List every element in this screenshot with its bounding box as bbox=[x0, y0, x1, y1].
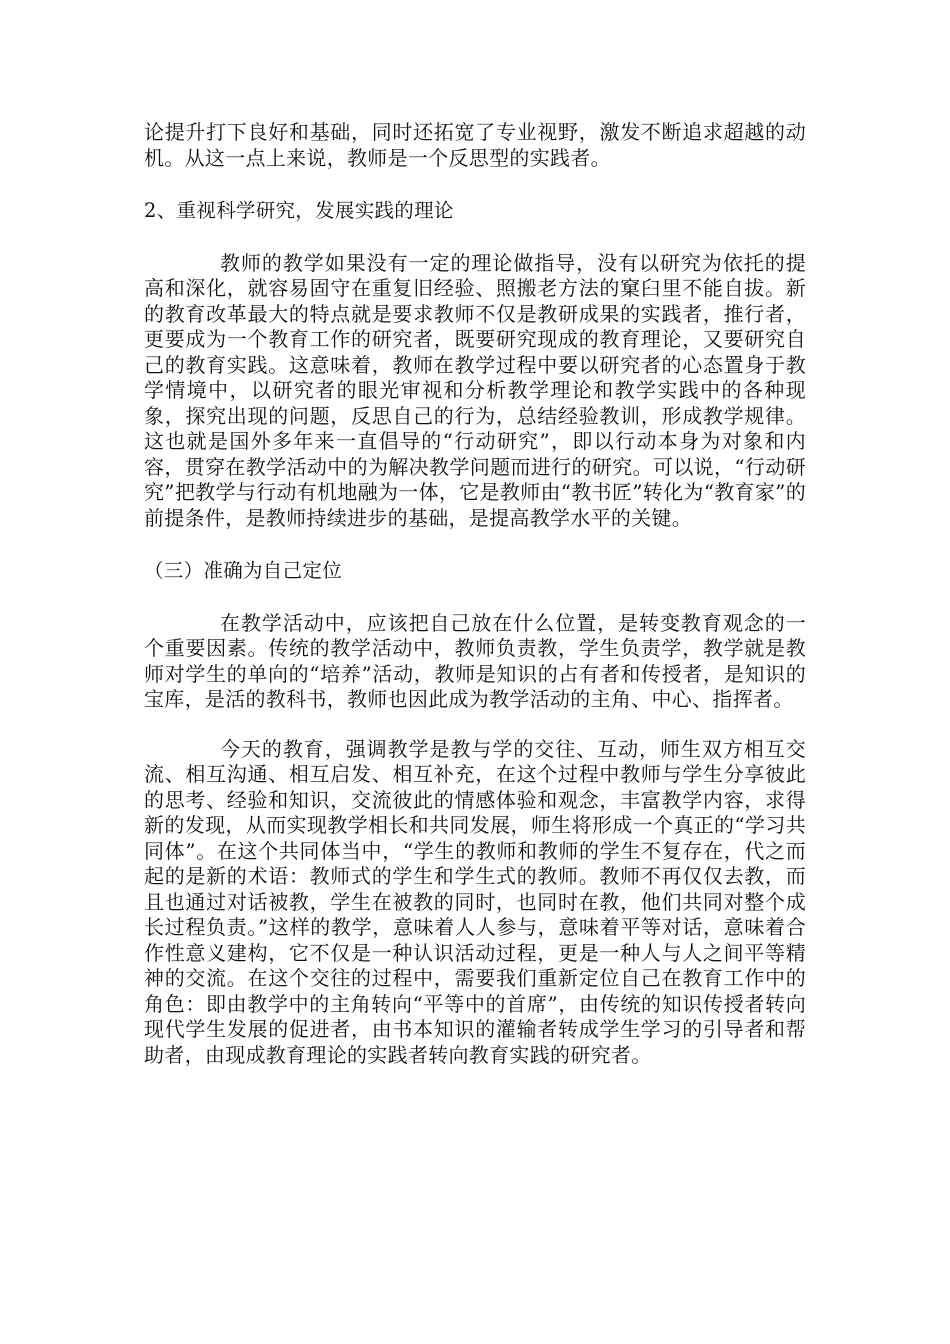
paragraph-today-education: 今天的教育，强调教学是教与学的交往、互动，师生双方相互交流、相互沟通、相互启发、相互补充，在这个过程中教师与学生分享彼此的思考、经验和知识，交流彼此的情感体验和观念，丰富教学内容，求得新的发现，从而实现教学相长和共同发展，师生将形成一个真正的“学习共同体”。在这个共同体当中，“学生的教师和教师的学生不复存在，代之而起的是新的术语：教师式的学生和学生式的教师。教师不再仅仅去教，而且也通过对话被教，学生在被教的同时，也同时在教，他们共同对整个成长过程负责。”这样的教学，意味着人人参与，意味着平等对话，意味着合作性意义建构，它不仅是一种认识活动过程，更是一种人与人之间平等精神的交流。在这个交往的过程中，需要我们重新定位自己在教育工作中的角色：即由教学中的主角转向“平等中的首席”，由传统的知识传授者转向现代学生发展的促进者，由书本知识的灌输者转成学生学习的引导者和帮助者，由现成教育理论的实践者转向教育实践的研究者。 bbox=[144, 736, 806, 1067]
paragraph-positioning: 在教学活动中，应该把自己放在什么位置，是转变教育观念的一个重要因素。传统的教学活动中，教师负责教，学生负责学，教学就是教师对学生的单向的“培养”活动，教师是知识的占有者和传授者，是知识的宝库，是活的教科书，教师也因此成为教学活动的主角、中心、指挥者。 bbox=[144, 610, 806, 711]
section-heading-2: 2、重视科学研究，发展实践的理论 bbox=[144, 199, 454, 222]
paragraph-continuation: 论提升打下良好和基础，同时还拓宽了专业视野，激发不断追求超越的动机。从这一点上来说，教师是一个反思型的实践者。 bbox=[144, 120, 806, 170]
document-body bbox=[144, 120, 806, 1068]
paragraph-research: 教师的教学如果没有一定的理论做指导，没有以研究为依托的提高和深化，就容易固守在重复旧经验、照搬老方法的窠臼里不能自拔。新的教育改革最大的特点就是要求教师不仅是教研成果的实践者，推行者，更要成为一个教育工作的研究者，既要研究现成的教育理论，又要研究自己的教育实践。这意味着，教师在教学过程中要以研究者的心态置身于教学情境中，以研究者的眼光审视和分析教学理论和教学实践中的各种现象，探究出现的问题，反思自己的行为，总结经验教训，形成教学规律。这也就是国外多年来一直倡导的“行动研究”，即以行动本身为对象和内容，贯穿在教学活动中的为解决教学问题而进行的研究。可以说，“行动研究”把教学与行动有机地融为一体，它是教师由“教书匠”转化为“教育家”的前提条件，是教师持续进步的基础，是提高教学水平的关键。 bbox=[144, 250, 806, 530]
section-heading-3: （三）准确为自己定位 bbox=[144, 559, 343, 582]
